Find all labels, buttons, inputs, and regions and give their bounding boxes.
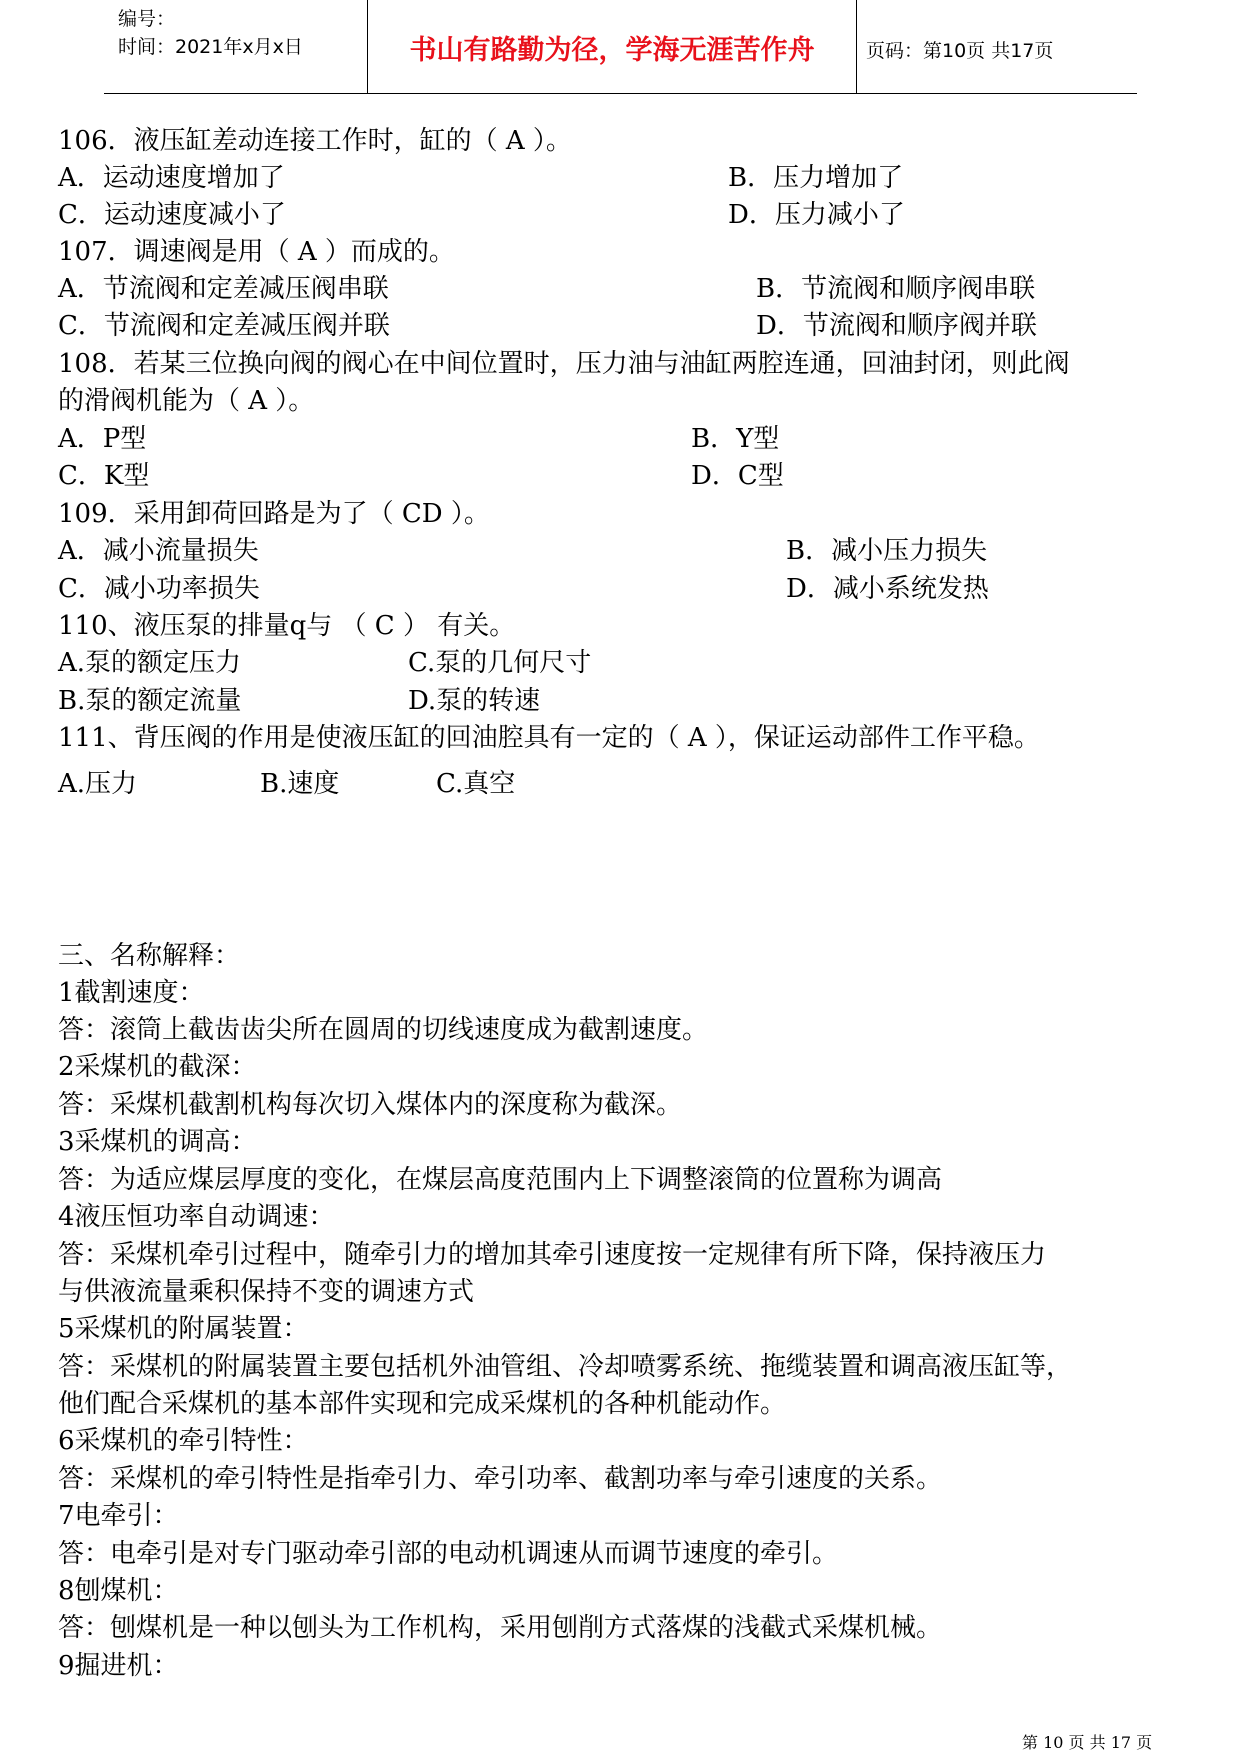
term-answer: 答：为适应煤层厚度的变化，在煤层高度范围内上下调整滚筒的位置称为调高 bbox=[58, 1165, 943, 1195]
question-108-option-c: C．K型 bbox=[58, 461, 150, 491]
header-divider bbox=[367, 0, 368, 93]
header-divider bbox=[856, 0, 857, 93]
question-110-option-b: B.泵的额定流量 bbox=[58, 686, 242, 716]
page-footer: 第 10 页 共 17 页 bbox=[1022, 1733, 1153, 1752]
question-111-option-a: A.压力 bbox=[58, 769, 138, 799]
question-107-option-a: A．节流阀和定差减压阀串联 bbox=[58, 274, 389, 304]
term-title: 6采煤机的牵引特性： bbox=[58, 1426, 309, 1456]
question-108-option-a: A．P型 bbox=[58, 424, 147, 454]
question-108-option-d: D．C型 bbox=[691, 461, 784, 491]
question-110-option-c: C.泵的几何尺寸 bbox=[408, 648, 592, 678]
question-108-option-b: B．Y型 bbox=[691, 424, 780, 454]
header-motto: 书山有路勤为径，学海无涯苦作舟 bbox=[409, 35, 815, 66]
term-title: 9掘进机： bbox=[58, 1651, 179, 1681]
term-title: 7电牵引： bbox=[58, 1501, 179, 1531]
term-title: 4液压恒功率自动调速： bbox=[58, 1202, 335, 1232]
term-answer: 与供液流量乘积保持不变的调速方式 bbox=[58, 1277, 475, 1307]
term-answer: 答：采煤机的牵引特性是指牵引力、牵引功率、截割功率与牵引速度的关系。 bbox=[58, 1464, 943, 1494]
question-107-option-d: D．节流阀和顺序阀并联 bbox=[756, 311, 1037, 341]
question-111-stem: 111、背压阀的作用是使液压缸的回油腔具有一定的（ A ），保证运动部件工作平稳。 bbox=[58, 723, 1040, 753]
term-answer: 答：刨煤机是一种以刨头为工作机构，采用刨削方式落煤的浅截式采煤机械。 bbox=[58, 1613, 943, 1643]
question-106-option-d: D．压力减小了 bbox=[728, 200, 905, 230]
term-title: 2采煤机的截深： bbox=[58, 1052, 257, 1082]
question-111-option-c: C.真空 bbox=[436, 769, 516, 799]
term-title: 3采煤机的调高： bbox=[58, 1127, 257, 1157]
question-106-stem: 106．液压缸差动连接工作时，缸的（ A ）。 bbox=[58, 126, 572, 156]
question-109-stem: 109．采用卸荷回路是为了（ CD ）。 bbox=[58, 499, 490, 529]
question-109-option-c: C．减小功率损失 bbox=[58, 574, 260, 604]
question-106-option-a: A．运动速度增加了 bbox=[58, 163, 285, 193]
term-answer: 答：电牵引是对专门驱动牵引部的电动机调速从而调节速度的牵引。 bbox=[58, 1539, 839, 1569]
term-answer: 答：采煤机的附属装置主要包括机外油管组、冷却喷雾系统、拖缆装置和调高液压缸等， bbox=[58, 1352, 1073, 1382]
term-answer: 答：滚筒上截齿齿尖所在圆周的切线速度成为截割速度。 bbox=[58, 1015, 709, 1045]
question-106-option-b: B．压力增加了 bbox=[728, 163, 904, 193]
question-110-option-a: A.泵的额定压力 bbox=[58, 648, 242, 678]
question-107-option-c: C．节流阀和定差减压阀并联 bbox=[58, 311, 390, 341]
question-109-option-a: A．减小流量损失 bbox=[58, 536, 259, 566]
section-heading: 三、名称解释： bbox=[58, 941, 241, 971]
question-106-option-c: C．运动速度减小了 bbox=[58, 200, 286, 230]
question-107-stem: 107．调速阀是用（ A ）而成的。 bbox=[58, 237, 455, 267]
question-109-option-b: B．减小压力损失 bbox=[786, 536, 988, 566]
page-header bbox=[104, 0, 1137, 94]
term-answer: 他们配合采煤机的基本部件实现和完成采煤机的各种机能动作。 bbox=[58, 1389, 787, 1419]
question-111-option-b: B.速度 bbox=[260, 769, 340, 799]
question-108-stem-line1: 108．若某三位换向阀的阀心在中间位置时，压力油与油缸两腔连通，回油封闭，则此阀 bbox=[58, 349, 1070, 379]
term-title: 8刨煤机： bbox=[58, 1576, 179, 1606]
term-answer: 答：采煤机牵引过程中，随牵引力的增加其牵引速度按一定规律有所下降，保持液压力 bbox=[58, 1240, 1047, 1270]
question-109-option-d: D．减小系统发热 bbox=[786, 574, 989, 604]
time-label: 时间：2021年x月x日 bbox=[118, 36, 303, 58]
term-answer: 答：采煤机截割机构每次切入煤体内的深度称为截深。 bbox=[58, 1090, 683, 1120]
question-108-stem-line2: 的滑阀机能为（ A ）。 bbox=[58, 386, 315, 416]
serial-label: 编号： bbox=[118, 8, 176, 30]
question-107-option-b: B．节流阀和顺序阀串联 bbox=[756, 274, 1036, 304]
term-title: 1截割速度： bbox=[58, 978, 205, 1008]
question-110-option-d: D.泵的转速 bbox=[408, 686, 541, 716]
term-title: 5采煤机的附属装置： bbox=[58, 1314, 309, 1344]
page-label: 页码：第10页 共17页 bbox=[866, 40, 1054, 62]
question-110-stem: 110、液压泵的排量q与 （ C ） 有关。 bbox=[58, 611, 516, 641]
